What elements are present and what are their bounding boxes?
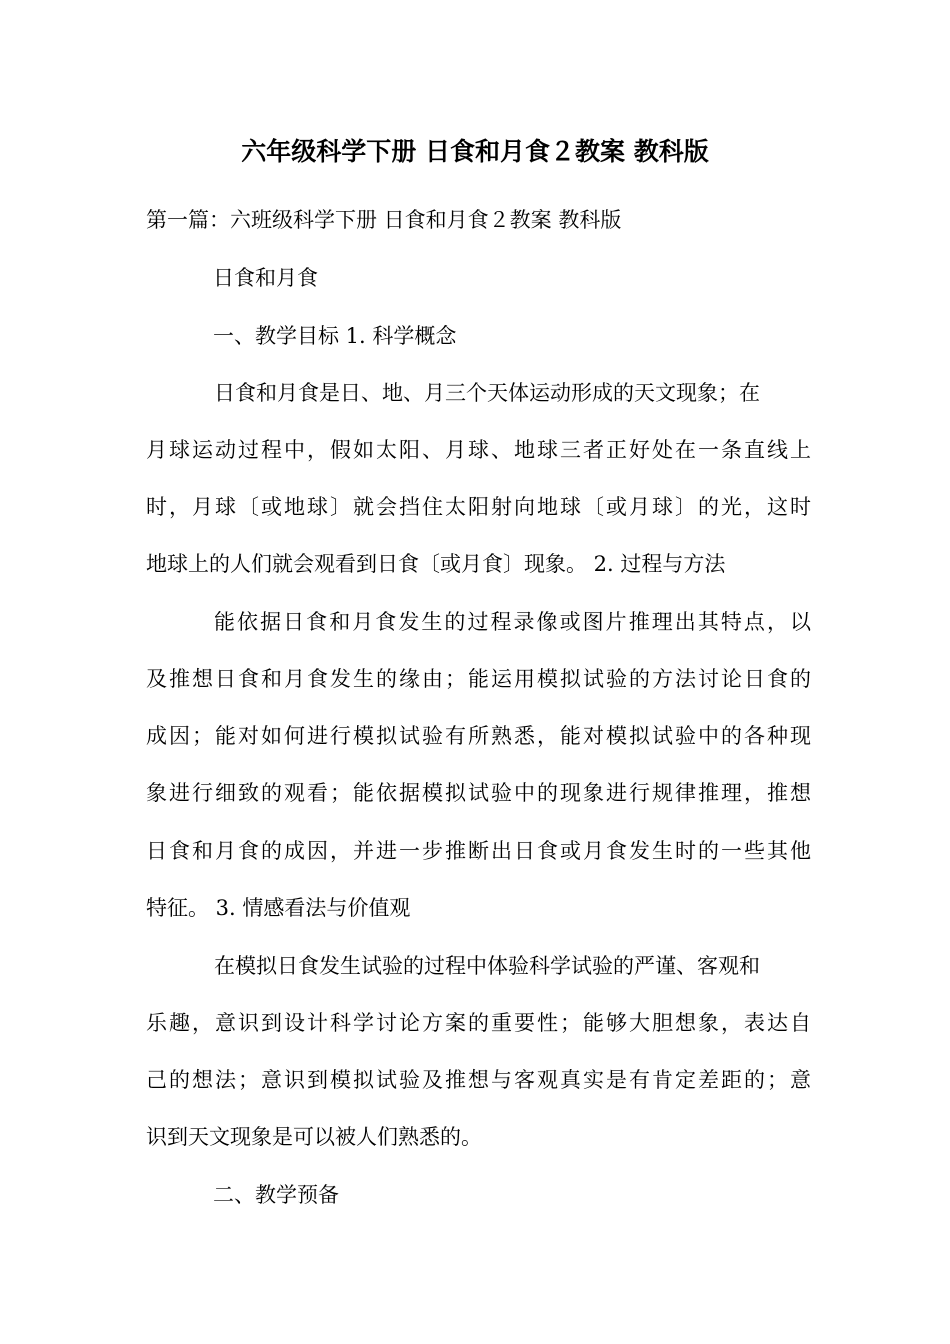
paragraph-line: 特征。 3. 情感看法与价值观	[146, 896, 411, 920]
paragraph-line: 日食和月食的成因，并进一步推断出日食或月食发生时的一些其他	[146, 839, 811, 863]
paragraph-line: 象进行细致的观看；能依据模拟试验中的现象进行规律推理，推想	[146, 781, 811, 805]
paragraph-line: 识到天文现象是可以被人们熟悉的。	[146, 1125, 482, 1149]
paragraph-line: 及推想日食和月食发生的缘由；能运用模拟试验的方法讨论日食的	[146, 667, 811, 691]
paragraph-line: 日食和月食是日、地、月三个天体运动形成的天文现象；在	[214, 381, 760, 405]
paragraph-line: 成因；能对如何进行模拟试验有所熟悉，能对模拟试验中的各种现	[146, 724, 811, 748]
paragraph-line: 月球运动过程中，假如太阳、月球、地球三者正好处在一条直线上	[146, 438, 811, 462]
paragraph-line: 能依据日食和月食发生的过程录像或图片推理出其特点，以	[214, 610, 811, 634]
paragraph-line: 时，月球〔或地球〕就会挡住太阳射向地球〔或月球〕的光，这时	[146, 495, 811, 519]
objective-heading: 一、教学目标 1. 科学概念	[213, 324, 457, 348]
paragraph-line: 己的想法；意识到模拟试验及推想与客观真实是有肯定差距的；意	[146, 1068, 811, 1092]
paragraph-line: 在模拟日食发生试验的过程中体验科学试验的严谨、客观和	[214, 954, 760, 978]
section-heading: 第一篇：六班级科学下册 日食和月食２教案 教科版	[146, 208, 622, 232]
paragraph-line: 地球上的人们就会观看到日食〔或月食〕现象。 2. 过程与方法	[146, 552, 726, 576]
paragraph-line: 乐趣，意识到设计科学讨论方案的重要性；能够大胆想象，表达自	[146, 1011, 811, 1035]
preparation-heading: 二、教学预备	[213, 1183, 339, 1207]
document-title: 六年级科学下册 日食和月食２教案 教科版	[241, 137, 709, 166]
subheading: 日食和月食	[213, 266, 318, 290]
